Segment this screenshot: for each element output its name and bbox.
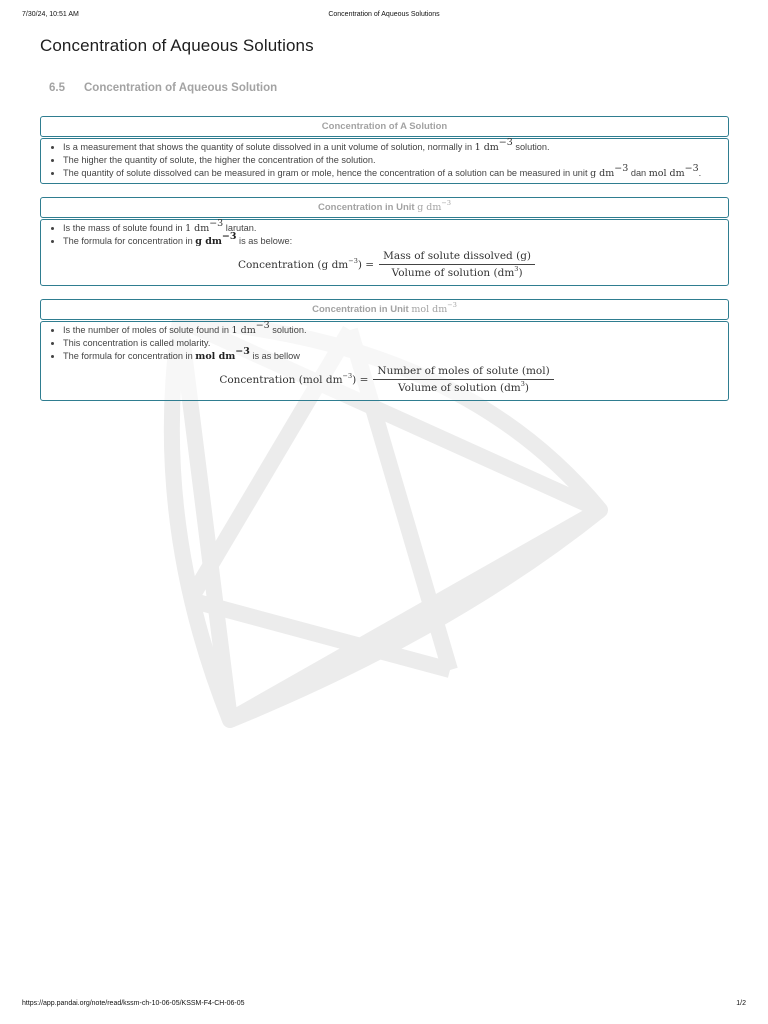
- text: dan: [628, 168, 649, 178]
- text: The formula for concentration in: [63, 236, 196, 246]
- card-body: [40, 138, 729, 184]
- math-exponent: −3: [684, 163, 699, 174]
- card-concentration-mol-dm3: [40, 299, 729, 401]
- math-unit: g dm: [195, 236, 222, 247]
- math-exponent: −3: [255, 320, 270, 331]
- text: solution.: [512, 142, 550, 152]
- text: solution.: [269, 325, 307, 335]
- section-heading: [49, 82, 729, 94]
- card-concentration-of-solution: [40, 116, 729, 184]
- list-item: [63, 346, 724, 363]
- formula-lhs-exponent: −3: [342, 371, 353, 380]
- section-number: 6.5: [49, 82, 65, 94]
- card-title-text: Concentration in Unit: [317, 202, 415, 213]
- math-unit: 1 dm: [185, 223, 210, 234]
- formula-fraction: [373, 365, 553, 394]
- math-unit: 1 dm: [474, 142, 499, 153]
- formula-lhs-end: ) =: [357, 258, 375, 271]
- card-title: [40, 197, 729, 218]
- text: .: [698, 168, 702, 178]
- list-item: [63, 231, 724, 248]
- math-unit: g dm: [590, 168, 615, 179]
- math-exponent: −3: [221, 231, 237, 242]
- math-exponent: −3: [209, 218, 224, 229]
- math-exponent: −3: [498, 137, 513, 148]
- formula-den-exponent: 3: [520, 380, 525, 388]
- text: larutan.: [223, 223, 257, 233]
- text: Is a measurement that shows the quantity of solute dissolved in a unit volume of solution, normally in: [63, 142, 475, 152]
- text: The quantity of solute dissolved can be measured in gram or mole, hence the concentration of a solution can be measured in unit: [63, 168, 591, 178]
- formula-lhs: [237, 256, 375, 271]
- print-doc-title: Concentration of Aqueous Solutions: [328, 11, 440, 18]
- formula-den-exponent: 3: [514, 265, 519, 273]
- text: is as bellow: [249, 351, 300, 361]
- print-header: [22, 11, 746, 21]
- formula-numerator: Mass of solute dissolved (g): [379, 250, 535, 265]
- list-item: [63, 218, 724, 235]
- formula-den-text: Volume of solution (dm: [398, 382, 521, 394]
- list-item: [63, 137, 724, 154]
- card-title-exponent: −3: [441, 199, 451, 207]
- card-title-text: Concentration of A Solution: [321, 121, 448, 132]
- print-page-number: 1/2: [736, 1000, 746, 1007]
- card-body: [40, 219, 729, 286]
- card-title: [40, 299, 729, 320]
- formula-den-text: Volume of solution (dm: [391, 267, 515, 279]
- math-exponent: −3: [235, 346, 250, 357]
- formula-lhs-text: Concentration (g dm: [237, 258, 349, 271]
- section-title: Concentration of Aqueous Solution: [84, 82, 278, 94]
- card-concentration-g-dm3: [40, 197, 729, 286]
- print-footer: [22, 1000, 746, 1010]
- page-title: Concentration of Aqueous Solutions: [40, 36, 314, 55]
- print-date: 7/30/24, 10:51 AM: [22, 11, 79, 18]
- card-title-text: Concentration in Unit: [312, 304, 409, 315]
- math-unit: mol dm: [648, 168, 685, 179]
- list-item: [63, 320, 724, 337]
- list-item: [63, 163, 724, 180]
- formula-lhs-exponent: −3: [348, 256, 358, 265]
- formula-denominator: [388, 265, 527, 279]
- card-title-math: g dm: [417, 202, 442, 213]
- text: This concentration is called molarity.: [63, 338, 211, 348]
- print-url: https://app.pandai.org/note/read/kssm-ch-10-06-05/KSSM-F4-CH-06-05: [22, 1000, 245, 1007]
- formula-den-end: ): [518, 267, 523, 279]
- card-title-exponent: −3: [447, 301, 457, 309]
- formula-lhs-end: ) =: [352, 373, 369, 386]
- card-title-math: mol dm: [411, 304, 448, 315]
- math-exponent: −3: [614, 163, 629, 174]
- math-unit: mol dm: [195, 351, 236, 362]
- list-item: [63, 337, 724, 350]
- formula-fraction: [379, 250, 535, 279]
- formula-denominator: [394, 380, 533, 394]
- math-unit: 1 dm: [231, 325, 256, 336]
- formula-numerator: Number of moles of solute (mol): [373, 365, 553, 380]
- text: The higher the quantity of solute, the higher the concentration of the solution.: [63, 155, 376, 165]
- card-body: [40, 321, 729, 401]
- text: is as belowe:: [236, 236, 293, 246]
- text: The formula for concentration in: [63, 351, 196, 361]
- formula-mol-dm3: [49, 365, 724, 394]
- text: Is the number of moles of solute found in: [63, 325, 232, 335]
- note-content: [40, 36, 729, 401]
- formula-lhs: [219, 371, 369, 386]
- card-title: [40, 116, 729, 137]
- text: Is the mass of solute found in: [63, 223, 186, 233]
- formula-g-dm3: [49, 250, 724, 279]
- formula-den-end: ): [524, 382, 529, 394]
- formula-lhs-text: Concentration (mol dm: [219, 373, 343, 386]
